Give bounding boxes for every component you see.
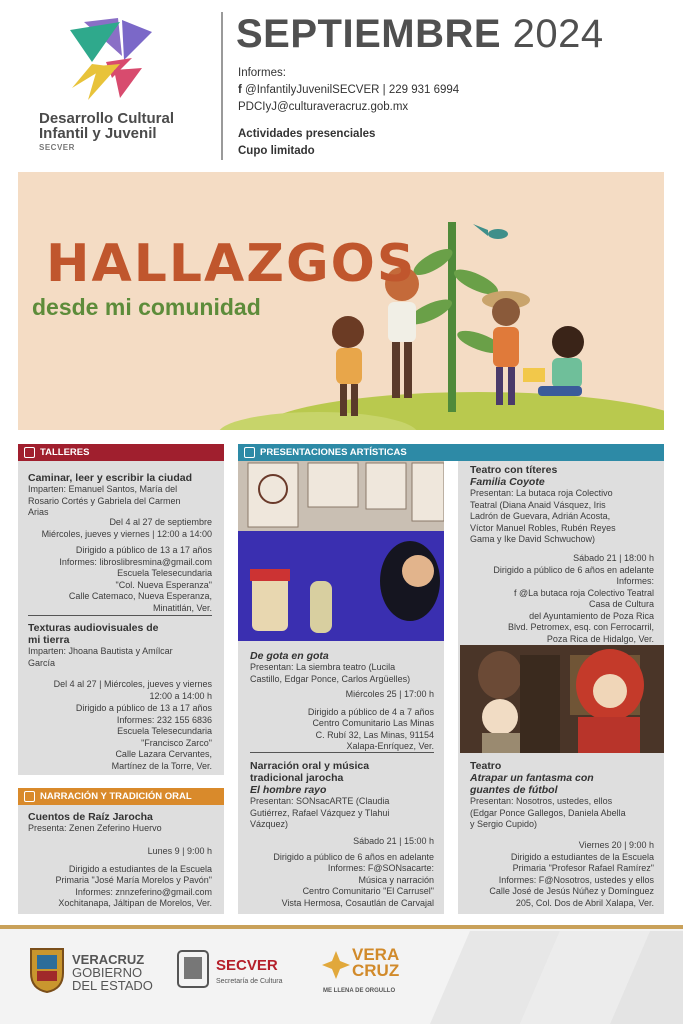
taller-2-date-2: 12:00 a 14:00 h xyxy=(149,690,212,701)
taller-2-detail-3: Escuela Telesecundaria xyxy=(117,726,212,736)
narracion-oral-detail-5: Vista Hermosa, Cosautlán de Carvajal xyxy=(281,897,434,908)
narracion-oral-detail-1: Dirigido a público de 6 años en adelante xyxy=(273,851,434,862)
fantasma-title-1: Teatro xyxy=(470,760,502,772)
gov-line-2: GOBIERNO xyxy=(72,965,143,980)
gota-detail-4: Xalapa-Enríquez, Ver. xyxy=(346,741,434,751)
gota-detail-3: C. Rubí 32, Las Minas, 91154 xyxy=(315,729,434,740)
taller-1-date-2: Miércoles, jueves y viernes | 12:00 a 14:00 xyxy=(41,528,212,539)
narracion-detail-2: Primaria "José María Morelos y Pavón" xyxy=(55,875,212,885)
info-label: Informes: xyxy=(238,67,286,79)
titeres-item xyxy=(470,464,660,546)
fantasma-detail-2: Primaria "Profesor Rafael Ramírez" xyxy=(512,863,654,873)
taller-1-detail-6: Minatitlán, Ver. xyxy=(152,602,212,613)
narracion-heading xyxy=(18,788,224,805)
gota-presenter-2: Castillo, Edgar Ponce, Carlos Argüelles) xyxy=(250,673,411,684)
month-title xyxy=(236,12,604,57)
fantasma-photo xyxy=(460,645,664,753)
taller-1-details xyxy=(28,545,212,614)
taller-2-date-1: Del 4 al 27 | Miércoles, jueves y viernes xyxy=(53,679,212,689)
gota-presenter-1: Presentan: La siembra teatro (Lucila xyxy=(250,662,396,672)
taller-2-title-1: Texturas audiovisuales de xyxy=(28,622,159,634)
fantasma-title-3: guantes de fútbol xyxy=(470,784,558,796)
narracion-oral-presenter-2: Gutiérrez, Rafael Vázquez y Tlahui xyxy=(250,807,390,818)
narracion-oral-detail-3: Música y narración xyxy=(358,874,434,885)
gov-logo-text xyxy=(72,953,153,992)
gota-details xyxy=(250,689,434,753)
titeres-detail-3: f @La butaca roja Colectivo Teatral xyxy=(513,587,654,598)
taller-1 xyxy=(28,472,218,519)
contact-text[interactable]: @InfantilyJuvenilSECVER | 229 931 6994 xyxy=(245,84,460,96)
secver-sub: Secretaría de Cultura xyxy=(216,978,283,985)
talleres-heading-label: TALLERES xyxy=(40,447,90,458)
veracruz-coat-of-arms-icon xyxy=(28,945,66,993)
fantasma-title-2: Atrapar un fantasma con xyxy=(470,772,594,784)
footer xyxy=(0,925,683,1024)
fantasma-item xyxy=(470,760,660,831)
taller-1-detail-2[interactable]: Informes: libroslibresmina@gmail.com xyxy=(59,556,212,567)
titeres-presenter-4: Víctor Manuel Robles, Rubén Reyes xyxy=(470,522,616,533)
narracion-oral-date: Sábado 21 | 15:00 h xyxy=(353,836,434,846)
org-name-line-2: Infantil y Juvenil xyxy=(39,125,157,142)
taller-1-presenter-2: Rosario Cortés y Gabriela del Carmen xyxy=(28,495,181,506)
taller-1-title: Caminar, leer y escribir la ciudad xyxy=(28,472,192,484)
titeres-detail-4: Casa de Cultura xyxy=(588,599,654,609)
narracion-item xyxy=(28,811,218,835)
titeres-presenter-2: Teatral (Diana Anaid Vásquez, Iris xyxy=(470,499,606,510)
org-sub: SECVER xyxy=(39,143,75,152)
slogan: ME LLENA DE ORGULLO xyxy=(323,988,396,994)
titeres-title-2: Familia Coyote xyxy=(470,476,545,488)
fantasma-presenter-3: y Sergio Cupido) xyxy=(470,819,538,829)
titeres-title-1: Teatro con títeres xyxy=(470,464,558,476)
fantasma-details xyxy=(470,840,654,909)
taller-2 xyxy=(28,622,218,669)
capacity-label: Cupo limitado xyxy=(238,145,315,157)
fantasma-photo-art xyxy=(460,645,664,753)
taller-2-detail-1: Dirigido a público de 13 a 17 años xyxy=(75,703,212,713)
narracion-details xyxy=(28,846,212,910)
fantasma-presenter-2: (Edgar Ponce Gallegos, Daniela Abella xyxy=(470,807,626,818)
fantasma-date: Viernes 20 | 9:00 h xyxy=(578,840,654,850)
workshop-icon xyxy=(24,447,35,458)
narracion-presenter: Presenta: Zenen Zeferino Huervo xyxy=(28,823,162,833)
narracion-date: Lunes 9 | 9:00 h xyxy=(147,846,212,856)
presentaciones-heading xyxy=(238,444,664,461)
narracion-title: Cuentos de Raíz Jarocha xyxy=(28,811,153,823)
titeres-date: Sábado 21 | 18:00 h xyxy=(573,553,654,563)
contact-info xyxy=(238,65,459,116)
fantasma-presenter-1: Presentan: Nosotros, ustedes, ellos xyxy=(470,796,613,806)
taller-1-schedule xyxy=(28,517,212,540)
org-logo-icon xyxy=(62,18,157,108)
narracion-oral-presenter-1: Presentan: SONsacARTE (Claudia xyxy=(250,796,390,806)
contact-email[interactable]: PDCIyJ@culturaveracruz.gob.mx xyxy=(238,101,409,113)
activities-note xyxy=(238,126,375,160)
presentaciones-heading-label: PRESENTACIONES ARTÍSTICAS xyxy=(260,447,407,458)
activities-label: Actividades presenciales xyxy=(238,128,376,140)
talleres-heading xyxy=(18,444,224,461)
gota-title: De gota en gota xyxy=(250,650,329,662)
titeres-presenter-1: Presentan: La butaca roja Colectivo xyxy=(470,488,613,498)
taller-2-detail-5: Calle Lazara Cervantes, xyxy=(115,749,212,759)
presentaciones-divider xyxy=(250,752,434,753)
banner-subtitle: desde mi comunidad xyxy=(32,294,261,320)
titeres-presenter-5: Gama y Ike David Schwuchow) xyxy=(470,534,596,544)
taller-2-detail-4: "Francisco Zarco" xyxy=(141,737,212,748)
hero-banner xyxy=(18,172,664,430)
taller-2-detail-2: Informes: 232 155 6836 xyxy=(116,714,212,725)
gota-photo-art xyxy=(238,461,444,641)
cruz-text: CRUZ xyxy=(352,961,400,980)
taller-2-detail-6: Martínez de la Torre, Ver. xyxy=(111,760,212,771)
gov-line-3: DEL ESTADO xyxy=(72,978,153,993)
narracion-oral-title-1: Narración oral y música xyxy=(250,760,370,772)
taller-1-detail-5: Calle Catemaco, Nueva Esperanza, xyxy=(68,591,212,601)
taller-2-details xyxy=(28,703,212,772)
taller-1-presenter-1: Imparten: Emanuel Santos, María del xyxy=(28,484,178,494)
taller-2-schedule xyxy=(28,679,212,702)
titeres-detail-6: Blvd. Petromex, esq. con Ferrocarril, xyxy=(507,622,654,632)
titeres-detail-2: Informes: xyxy=(616,576,654,586)
narracion-oral-details xyxy=(250,836,434,909)
narracion-detail-4: Xochitanapa, Jáltipan de Morelos, Ver. xyxy=(58,898,212,908)
gota-date: Miércoles 25 | 17:00 h xyxy=(345,689,434,699)
contact-line xyxy=(238,82,459,99)
narracion-oral-item xyxy=(250,760,440,831)
gota-detail-2: Centro Comunitario Las Minas xyxy=(312,718,434,728)
narration-icon xyxy=(24,791,35,802)
taller-1-presenter-3: Arias xyxy=(28,507,49,517)
narracion-oral-title-2: tradicional jarocha xyxy=(250,772,344,784)
taller-2-presenter-1: Imparten: Jhoana Bautista y Amílcar xyxy=(28,646,173,656)
banner-title: HALLAZGOS xyxy=(46,234,417,294)
year-label: 2024 xyxy=(512,12,604,56)
facebook-icon: f xyxy=(238,84,242,96)
secver-emblem-icon xyxy=(176,949,210,989)
org-name-line-1: Desarrollo Cultural xyxy=(39,110,175,127)
vera-cruz-logo xyxy=(352,947,399,979)
fantasma-detail-3: Informes: F@Nosotros, ustedes y ellos xyxy=(498,874,654,885)
gota-item xyxy=(250,650,440,685)
taller-1-detail-4: "Col. Nueva Esperanza" xyxy=(115,579,212,590)
taller-2-title-2: mi tierra xyxy=(28,634,70,646)
header-divider xyxy=(221,12,223,160)
narracion-oral-presenter-3: Vázquez) xyxy=(250,819,289,829)
header xyxy=(0,0,683,168)
narracion-heading-label: NARRACIÓN Y TRADICIÓN ORAL xyxy=(40,791,192,802)
taller-2-presenter-2: García xyxy=(28,657,56,668)
narracion-detail-3[interactable]: Informes: znnzeferino@gmail.com xyxy=(75,886,212,897)
month-label: SEPTIEMBRE xyxy=(236,12,502,56)
fantasma-detail-1: Dirigido a estudiantes de la Escuela xyxy=(510,851,654,862)
titeres-detail-7: Poza Rica de Hidalgo, Ver. xyxy=(546,633,654,644)
gov-line-1: VERACRUZ xyxy=(72,952,145,967)
titeres-details xyxy=(470,553,654,645)
taller-divider xyxy=(28,615,212,616)
titeres-presenter-3: Ladrón de Guevara, Adrián Acosta, xyxy=(470,511,611,521)
org-name xyxy=(39,111,174,141)
taller-1-detail-3: Escuela Telesecundaria xyxy=(117,568,212,578)
gota-detail-1: Dirigido a público de 4 a 7 años xyxy=(307,706,434,717)
theater-icon xyxy=(244,447,255,458)
veracruz-brand-icon xyxy=(322,951,350,979)
gota-photo xyxy=(238,461,444,641)
taller-1-detail-1: Dirigido a público de 13 a 17 años xyxy=(75,545,212,555)
fantasma-detail-5: 205, Col. Dos de Abril Xalapa, Ver. xyxy=(515,897,654,908)
fantasma-detail-4: Calle José de Jesús Núñez y Domínguez xyxy=(489,886,654,896)
narracion-oral-detail-2: Informes: F@SONsacarte: xyxy=(327,863,434,873)
narracion-oral-detail-4: Centro Comunitario "El Carrusel" xyxy=(302,886,434,896)
titeres-detail-1: Dirigido a público de 6 años en adelante xyxy=(493,564,654,575)
taller-1-date-1: Del 4 al 27 de septiembre xyxy=(109,517,212,527)
narracion-oral-title-3: El hombre rayo xyxy=(250,784,327,796)
narracion-detail-1: Dirigido a estudiantes de la Escuela xyxy=(68,863,212,874)
vera-text: VERA xyxy=(352,945,400,964)
secver-logo-text: SECVER xyxy=(216,957,278,974)
titeres-detail-5: del Ayuntamiento de Poza Rica xyxy=(529,610,654,621)
